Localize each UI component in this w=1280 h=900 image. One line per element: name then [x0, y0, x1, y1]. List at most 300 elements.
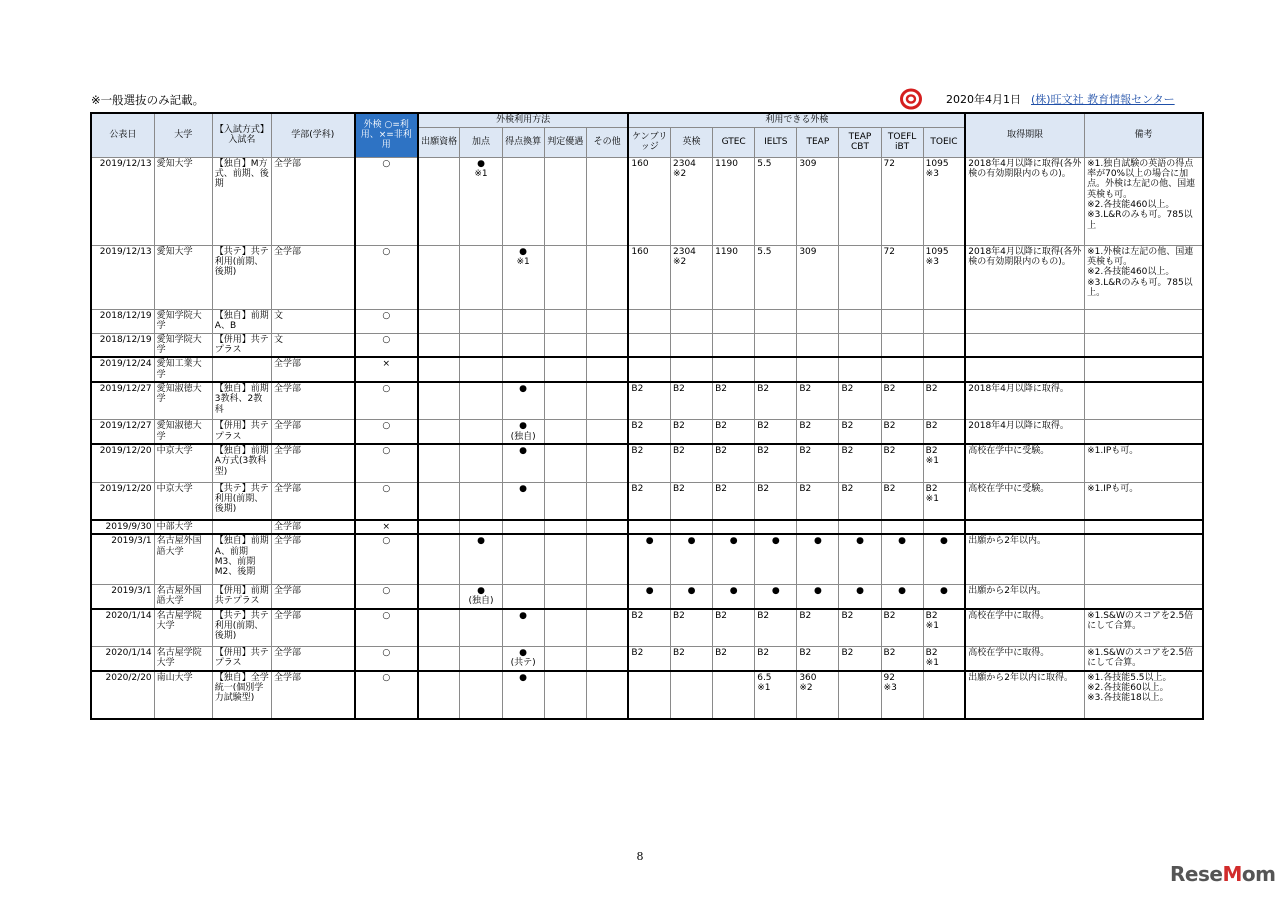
cell-test	[881, 520, 923, 534]
cell-usage	[502, 357, 544, 382]
cell-remarks: ※1.独自試験の英語の得点率が70%以上の場合に加点。外検は左記の他、国連英検も可。 ※2.各技能460以上。 ※3.L&Rのみも可。785以上	[1085, 157, 1203, 245]
cell-test: B2	[839, 647, 881, 671]
cell-usage	[544, 671, 586, 719]
cell-test: B2	[797, 609, 839, 647]
cell-univ: 愛知学院大学	[154, 333, 212, 357]
cell-gaiken: ○	[355, 444, 418, 482]
cell-test	[839, 671, 881, 719]
cell-usage	[418, 333, 460, 357]
cell-usage	[544, 157, 586, 245]
cell-test: ●	[713, 584, 755, 608]
cell-pub-date: 2019/12/24	[91, 357, 154, 382]
cell-remarks	[1085, 309, 1203, 333]
cell-test: ●	[797, 534, 839, 584]
col-usage-1: 加点	[460, 127, 502, 157]
cell-faculty: 全学部	[271, 357, 354, 382]
cell-usage	[418, 534, 460, 584]
cell-method: 【併用】共テプラス	[212, 420, 271, 444]
cell-remarks: ※1.IPも可。	[1085, 482, 1203, 520]
cell-test: B2	[713, 382, 755, 420]
col-usage-4: その他	[586, 127, 628, 157]
cell-faculty: 全学部	[271, 420, 354, 444]
cell-test: ●	[923, 534, 965, 584]
cell-test: B2	[923, 382, 965, 420]
cell-usage: ● ※1	[460, 157, 502, 245]
cell-method: 【独自】前期A、B	[212, 309, 271, 333]
cell-usage: ●	[502, 609, 544, 647]
cell-remarks	[1085, 584, 1203, 608]
cell-test: B2	[628, 609, 670, 647]
cell-test	[839, 357, 881, 382]
table-row	[91, 482, 1203, 520]
cell-test: 309	[797, 157, 839, 245]
cell-usage	[586, 534, 628, 584]
col-gaiken: 外検 ○=利用、×=非利用	[355, 113, 418, 157]
cell-remarks	[1085, 333, 1203, 357]
cell-deadline	[965, 309, 1084, 333]
table-row	[91, 309, 1203, 333]
cell-usage	[502, 333, 544, 357]
col-test-4: TEAP	[797, 127, 839, 157]
cell-remarks	[1085, 420, 1203, 444]
cell-remarks	[1085, 534, 1203, 584]
cell-test	[923, 309, 965, 333]
col-usage-0: 出願資格	[418, 127, 460, 157]
cell-usage	[460, 357, 502, 382]
cell-test	[923, 520, 965, 534]
cell-gaiken: ○	[355, 309, 418, 333]
table-row	[91, 382, 1203, 420]
cell-test	[839, 157, 881, 245]
cell-test: 2304 ※2	[671, 245, 713, 309]
cell-usage: ●	[502, 444, 544, 482]
cell-usage: ● (独自)	[460, 584, 502, 608]
cell-test	[713, 357, 755, 382]
cell-test: 1095 ※3	[923, 245, 965, 309]
cell-test: ●	[671, 534, 713, 584]
cell-faculty: 全学部	[271, 534, 354, 584]
cell-faculty: 全学部	[271, 157, 354, 245]
obunsha-logo-icon	[900, 88, 922, 110]
cell-usage	[460, 309, 502, 333]
cell-test: ●	[628, 534, 670, 584]
cell-test	[755, 357, 797, 382]
cell-test	[628, 309, 670, 333]
cell-pub-date: 2019/12/20	[91, 482, 154, 520]
cell-test: B2	[628, 482, 670, 520]
cell-faculty: 文	[271, 309, 354, 333]
cell-univ: 愛知大学	[154, 157, 212, 245]
cell-test	[713, 520, 755, 534]
cell-test: B2	[923, 420, 965, 444]
cell-remarks	[1085, 520, 1203, 534]
admission-table	[90, 112, 1204, 720]
cell-test: B2	[881, 444, 923, 482]
cell-deadline	[965, 333, 1084, 357]
cell-usage	[544, 647, 586, 671]
cell-test: B2	[881, 482, 923, 520]
cell-deadline: 出願から2年以内。	[965, 584, 1084, 608]
cell-test: B2 ※1	[923, 482, 965, 520]
cell-univ: 名古屋学院大学	[154, 647, 212, 671]
cell-univ: 名古屋外国語大学	[154, 584, 212, 608]
cell-test: B2	[671, 420, 713, 444]
cell-deadline: 2018年4月以降に取得。	[965, 420, 1084, 444]
table-row	[91, 520, 1203, 534]
cell-test	[881, 333, 923, 357]
table-row	[91, 534, 1203, 584]
cell-test: B2	[628, 420, 670, 444]
col-usage-3: 判定優遇	[544, 127, 586, 157]
cell-usage	[586, 647, 628, 671]
cell-usage	[502, 157, 544, 245]
cell-test: ●	[755, 584, 797, 608]
cell-pub-date: 2019/12/27	[91, 382, 154, 420]
cell-usage	[418, 520, 460, 534]
cell-faculty: 全学部	[271, 482, 354, 520]
cell-test: B2	[628, 444, 670, 482]
cell-test: ●	[628, 584, 670, 608]
cell-test	[628, 671, 670, 719]
cell-deadline	[965, 520, 1084, 534]
cell-pub-date: 2020/1/14	[91, 609, 154, 647]
cell-test	[797, 309, 839, 333]
cell-gaiken: ○	[355, 671, 418, 719]
cell-faculty: 全学部	[271, 444, 354, 482]
col-usage-group: 外検利用方法	[418, 113, 629, 127]
cell-univ: 中京大学	[154, 482, 212, 520]
cell-univ: 愛知工業大学	[154, 357, 212, 382]
cell-test: 72	[881, 157, 923, 245]
cell-usage: ● ※1	[502, 245, 544, 309]
cell-gaiken: ×	[355, 357, 418, 382]
cell-test: 1190	[713, 245, 755, 309]
cell-deadline: 2018年4月以降に取得。	[965, 382, 1084, 420]
cell-usage	[418, 584, 460, 608]
cell-usage	[418, 309, 460, 333]
cell-method: 【独自】全学統一(個別学力試験型)	[212, 671, 271, 719]
cell-usage	[586, 157, 628, 245]
cell-faculty: 文	[271, 333, 354, 357]
col-univ: 大学	[154, 113, 212, 157]
cell-test	[628, 333, 670, 357]
org-link[interactable]: (株)旺文社 教育情報センター	[1031, 93, 1175, 106]
cell-test: ●	[923, 584, 965, 608]
cell-remarks: ※1.IPも可。	[1085, 444, 1203, 482]
cell-gaiken: ○	[355, 157, 418, 245]
cell-usage: ●	[502, 482, 544, 520]
table-row	[91, 420, 1203, 444]
cell-usage	[460, 671, 502, 719]
cell-test: 309	[797, 245, 839, 309]
cell-test: B2 ※1	[923, 609, 965, 647]
cell-test	[755, 333, 797, 357]
cell-remarks	[1085, 357, 1203, 382]
cell-usage	[460, 420, 502, 444]
cell-test: B2	[755, 609, 797, 647]
cell-test	[755, 309, 797, 333]
cell-test	[881, 309, 923, 333]
cell-pub-date: 2018/12/19	[91, 309, 154, 333]
cell-univ: 名古屋外国語大学	[154, 534, 212, 584]
col-test-3: IELTS	[755, 127, 797, 157]
cell-test: 92 ※3	[881, 671, 923, 719]
cell-test	[671, 333, 713, 357]
col-tests-group: 利用できる外検	[628, 113, 965, 127]
col-pub-date: 公表日	[91, 113, 154, 157]
cell-usage	[460, 482, 502, 520]
cell-usage	[544, 444, 586, 482]
col-test-0: ケンブリッジ	[628, 127, 670, 157]
cell-univ: 中部大学	[154, 520, 212, 534]
cell-usage	[418, 357, 460, 382]
cell-usage	[544, 357, 586, 382]
cell-usage	[460, 444, 502, 482]
cell-gaiken: ○	[355, 482, 418, 520]
cell-test: B2	[881, 420, 923, 444]
col-deadline: 取得期限	[965, 113, 1084, 157]
col-method: 【入試方式】入試名	[212, 113, 271, 157]
cell-test	[839, 309, 881, 333]
cell-test: B2	[881, 609, 923, 647]
cell-usage	[418, 647, 460, 671]
cell-test: 1190	[713, 157, 755, 245]
cell-test: 160	[628, 157, 670, 245]
cell-test: B2	[628, 647, 670, 671]
cell-test: B2	[755, 420, 797, 444]
cell-test: B2	[839, 444, 881, 482]
cell-usage	[544, 584, 586, 608]
cell-method: 【独自】M方式、前期、後期	[212, 157, 271, 245]
cell-test	[713, 333, 755, 357]
cell-faculty: 全学部	[271, 584, 354, 608]
cell-test: B2	[797, 444, 839, 482]
cell-remarks: ※1.外検は左記の他、国連英検も可。 ※2.各技能460以上。 ※3.L&Rのみも可。785以上。	[1085, 245, 1203, 309]
cell-test: 2304 ※2	[671, 157, 713, 245]
table-row	[91, 157, 1203, 245]
cell-usage	[502, 309, 544, 333]
table-row	[91, 444, 1203, 482]
cell-gaiken: ○	[355, 534, 418, 584]
cell-test	[923, 671, 965, 719]
cell-test	[839, 520, 881, 534]
cell-usage	[418, 382, 460, 420]
cell-test: ●	[755, 534, 797, 584]
cell-usage	[544, 520, 586, 534]
cell-test: 5.5	[755, 245, 797, 309]
cell-test: 5.5	[755, 157, 797, 245]
cell-test: 160	[628, 245, 670, 309]
page-number: 8	[636, 850, 644, 863]
cell-univ: 愛知大学	[154, 245, 212, 309]
cell-deadline: 高校在学中に受験。	[965, 444, 1084, 482]
cell-test: B2	[713, 609, 755, 647]
cell-gaiken: ○	[355, 333, 418, 357]
cell-gaiken: ○	[355, 647, 418, 671]
issue-date: 2020年4月1日	[946, 93, 1021, 106]
cell-usage	[586, 444, 628, 482]
cell-faculty: 全学部	[271, 671, 354, 719]
cell-usage	[544, 333, 586, 357]
col-test-6: TOEFL iBT	[881, 127, 923, 157]
cell-univ: 愛知学院大学	[154, 309, 212, 333]
cell-usage	[586, 333, 628, 357]
cell-usage	[502, 520, 544, 534]
cell-deadline: 出願から2年以内。	[965, 534, 1084, 584]
cell-usage	[418, 420, 460, 444]
cell-usage	[502, 584, 544, 608]
cell-test	[923, 333, 965, 357]
cell-test: B2	[671, 482, 713, 520]
cell-test: B2	[671, 382, 713, 420]
cell-gaiken: ○	[355, 584, 418, 608]
selection-note: ※一般選抜のみ記載。	[91, 93, 205, 107]
cell-method: 【共テ】共テ利用(前期、後期)	[212, 245, 271, 309]
cell-usage	[418, 157, 460, 245]
cell-test	[628, 520, 670, 534]
cell-usage	[460, 333, 502, 357]
cell-usage: ●	[460, 534, 502, 584]
table-row	[91, 357, 1203, 382]
cell-test: ●	[881, 584, 923, 608]
cell-test	[628, 357, 670, 382]
cell-test: ●	[671, 584, 713, 608]
cell-test: ●	[839, 584, 881, 608]
cell-method: 【共テ】共テ利用(前期、後期)	[212, 482, 271, 520]
cell-test: B2	[671, 609, 713, 647]
cell-test: B2 ※1	[923, 444, 965, 482]
col-test-1: 英検	[671, 127, 713, 157]
cell-usage	[586, 609, 628, 647]
cell-univ: 愛知淑徳大学	[154, 382, 212, 420]
cell-test: B2	[755, 482, 797, 520]
cell-method: 【併用】共テプラス	[212, 647, 271, 671]
cell-remarks	[1085, 382, 1203, 420]
cell-test: B2	[755, 444, 797, 482]
cell-usage	[586, 357, 628, 382]
cell-test	[671, 309, 713, 333]
table-row	[91, 609, 1203, 647]
cell-test: B2	[671, 647, 713, 671]
cell-usage	[544, 245, 586, 309]
cell-test: B2	[713, 482, 755, 520]
cell-usage	[460, 520, 502, 534]
cell-test: B2	[839, 420, 881, 444]
cell-test	[839, 333, 881, 357]
col-test-7: TOEIC	[923, 127, 965, 157]
cell-test: B2	[797, 382, 839, 420]
cell-deadline	[965, 357, 1084, 382]
cell-faculty: 全学部	[271, 647, 354, 671]
cell-usage	[418, 444, 460, 482]
cell-gaiken: ○	[355, 609, 418, 647]
cell-usage	[544, 382, 586, 420]
cell-pub-date: 2019/3/1	[91, 584, 154, 608]
cell-test: B2	[839, 609, 881, 647]
cell-test: 72	[881, 245, 923, 309]
cell-gaiken: ○	[355, 245, 418, 309]
cell-remarks: ※1.各技能5.5以上。 ※2.各技能60以上。 ※3.各技能18以上。	[1085, 671, 1203, 719]
cell-test	[713, 671, 755, 719]
col-test-5: TEAP CBT	[839, 127, 881, 157]
cell-test	[755, 520, 797, 534]
cell-pub-date: 2020/2/20	[91, 671, 154, 719]
cell-usage	[586, 482, 628, 520]
cell-usage	[586, 520, 628, 534]
cell-usage	[586, 245, 628, 309]
cell-usage: ●	[502, 382, 544, 420]
col-faculty: 学部(学科)	[271, 113, 354, 157]
cell-faculty: 全学部	[271, 520, 354, 534]
cell-usage	[586, 584, 628, 608]
cell-faculty: 全学部	[271, 245, 354, 309]
cell-pub-date: 2019/12/20	[91, 444, 154, 482]
cell-usage	[502, 534, 544, 584]
cell-test: ●	[797, 584, 839, 608]
table-row	[91, 671, 1203, 719]
table-row	[91, 584, 1203, 608]
cell-test	[797, 520, 839, 534]
cell-usage	[586, 671, 628, 719]
cell-usage	[544, 534, 586, 584]
cell-method	[212, 520, 271, 534]
cell-method: 【独自】前期3教科、2教科	[212, 382, 271, 420]
cell-pub-date: 2019/12/13	[91, 157, 154, 245]
cell-test	[923, 357, 965, 382]
cell-test	[797, 333, 839, 357]
cell-usage	[586, 382, 628, 420]
cell-method: 【併用】前期共テプラス	[212, 584, 271, 608]
cell-test: 1095 ※3	[923, 157, 965, 245]
col-test-2: GTEC	[713, 127, 755, 157]
cell-deadline: 高校在学中に取得。	[965, 609, 1084, 647]
cell-usage: ● (共テ)	[502, 647, 544, 671]
cell-gaiken: ○	[355, 420, 418, 444]
cell-test: B2	[713, 444, 755, 482]
cell-test: B2	[671, 444, 713, 482]
cell-pub-date: 2020/1/14	[91, 647, 154, 671]
cell-test	[797, 357, 839, 382]
cell-univ: 南山大学	[154, 671, 212, 719]
cell-deadline: 高校在学中に取得。	[965, 647, 1084, 671]
cell-usage	[418, 671, 460, 719]
cell-test: ●	[713, 534, 755, 584]
cell-remarks: ※1.S&Wのスコアを2.5倍にして合算。	[1085, 647, 1203, 671]
cell-test: B2	[755, 647, 797, 671]
cell-usage	[418, 609, 460, 647]
cell-usage	[586, 309, 628, 333]
cell-deadline: 2018年4月以降に取得(各外検の有効期限内のもの)。	[965, 245, 1084, 309]
cell-test: ●	[839, 534, 881, 584]
cell-test: ●	[881, 534, 923, 584]
cell-test: B2	[797, 482, 839, 520]
cell-usage: ● (独自)	[502, 420, 544, 444]
cell-usage	[460, 609, 502, 647]
cell-test: B2	[755, 382, 797, 420]
cell-usage	[544, 609, 586, 647]
cell-usage	[544, 420, 586, 444]
cell-remarks: ※1.S&Wのスコアを2.5倍にして合算。	[1085, 609, 1203, 647]
cell-usage: ●	[502, 671, 544, 719]
cell-gaiken: ○	[355, 382, 418, 420]
cell-usage	[544, 309, 586, 333]
cell-test: B2	[628, 382, 670, 420]
cell-test: B2	[713, 647, 755, 671]
header-info	[900, 88, 1175, 110]
table-row	[91, 333, 1203, 357]
cell-test	[839, 245, 881, 309]
cell-test	[671, 671, 713, 719]
